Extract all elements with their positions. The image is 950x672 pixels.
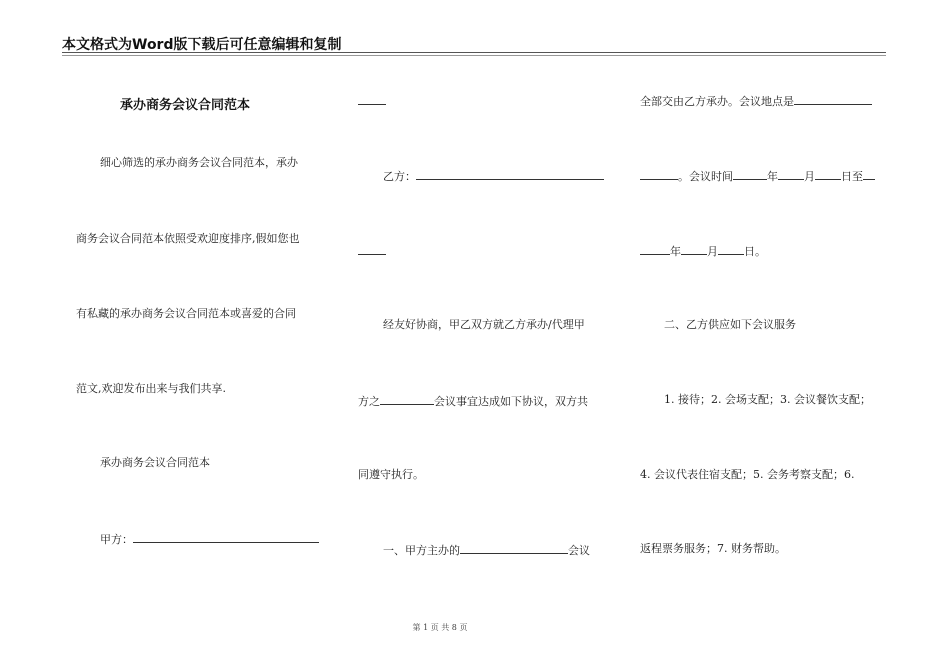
- party-b-line: [383, 168, 604, 184]
- document-banner: 本文格式为Word版下载后可任意编辑和复制: [62, 37, 342, 53]
- blank-field: [380, 393, 434, 405]
- paragraph-line: [640, 168, 875, 184]
- text-fragment: 。会议时间: [678, 170, 733, 183]
- blank-field: [718, 243, 744, 255]
- party-a-label: 甲方：: [100, 533, 133, 546]
- paragraph-line: [383, 542, 590, 558]
- party-b-label: 乙方：: [383, 170, 416, 183]
- blank-field: [863, 168, 875, 180]
- blank-field: [778, 168, 804, 180]
- paragraph-line: 细心筛选的承办商务会议合同范本，承办: [100, 156, 298, 169]
- paragraph-line: [640, 93, 872, 109]
- text-fragment: 月: [804, 170, 815, 183]
- continuation-line: [358, 93, 386, 109]
- paragraph-line: 4. 会议代表住宿支配；5. 会务考察支配；6.: [640, 468, 855, 481]
- continuation-line: [358, 243, 386, 259]
- document-title: 承办商务会议合同范本: [120, 98, 251, 113]
- blank-field: [733, 168, 767, 180]
- text-fragment: 方之: [358, 395, 380, 408]
- blank-field: [815, 168, 841, 180]
- blank-field: [640, 243, 670, 255]
- blank-field: [460, 542, 568, 554]
- blank-field: [640, 168, 678, 180]
- blank-field: [358, 93, 386, 105]
- text-fragment: 全部交由乙方承办。会议地点是: [640, 95, 794, 108]
- header-rule-secondary: [62, 55, 886, 56]
- header-rule: [62, 52, 886, 53]
- paragraph-line: 经友好协商，甲乙双方就乙方承办/代理甲: [383, 318, 585, 331]
- text-fragment: 日至: [841, 170, 863, 183]
- text-fragment: 日。: [744, 245, 766, 258]
- page-number: 第 1 页 共 8 页: [412, 623, 468, 632]
- text-fragment: 年: [670, 245, 681, 258]
- paragraph-line: 范文,欢迎发布出来与我们共享.: [76, 382, 226, 395]
- paragraph-line: 返程票务服务；7. 财务帮助。: [640, 542, 786, 555]
- party-a-line: [100, 531, 319, 547]
- text-fragment: 会议事宜达成如下协议，双方共: [434, 395, 588, 408]
- party-b-blank: [416, 168, 604, 180]
- blank-field: [681, 243, 707, 255]
- text-fragment: 月: [707, 245, 718, 258]
- paragraph-line: [640, 243, 766, 259]
- paragraph-line: 1. 接待；2. 会场支配；3. 会议餐饮支配；: [664, 393, 871, 406]
- blank-field: [358, 243, 386, 255]
- paragraph-line: 同遵守执行。: [358, 468, 424, 481]
- text-fragment: 一、甲方主办的: [383, 544, 460, 557]
- paragraph-line: 商务会议合同范本依照受欢迎度排序,假如您也: [76, 232, 300, 245]
- paragraph-line: [358, 393, 588, 409]
- blank-field: [794, 93, 872, 105]
- text-fragment: 会议: [568, 544, 590, 557]
- text-fragment: 年: [767, 170, 778, 183]
- section-heading: 承办商务会议合同范本: [100, 456, 210, 469]
- party-a-blank: [133, 531, 319, 543]
- paragraph-line: 有私藏的承办商务会议合同范本或喜爱的合同: [76, 307, 296, 320]
- section-heading: 二、乙方供应如下会议服务: [664, 318, 796, 331]
